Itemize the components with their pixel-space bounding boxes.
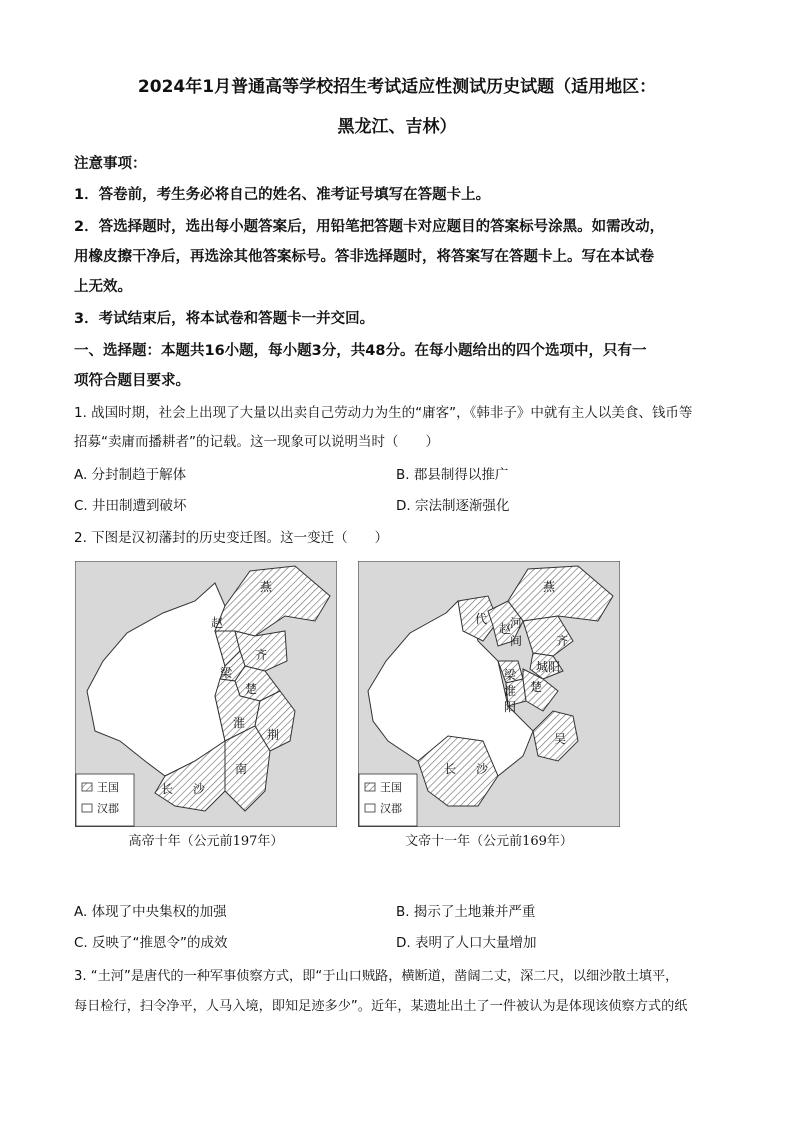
legend-commandery: 汉郡	[380, 802, 402, 815]
map-label: 楚	[530, 680, 543, 694]
map-label: 燕	[543, 580, 556, 594]
notice-item: 1．答卷前，考生务必将自己的姓名、准考证号填写在答题卡上。	[74, 187, 491, 203]
q3-stem-cont: 每日检行，扫令净平，人马入境，即知足迹多少”。近年，某遗址出土了一件被认为是体现该侦察方式的纸	[74, 999, 688, 1014]
legend-swatch-commandery	[82, 804, 92, 812]
map-label: 沙	[476, 762, 489, 776]
q1-option-c[interactable]: C. 井田制遭到破坏	[74, 498, 187, 514]
notice-item: 2．答选择题时，选出每小题答案后，用铅笔把答题卡对应题目的答案标号涂黑。如需改动，	[74, 219, 665, 235]
map-label: 淮	[233, 716, 246, 730]
exam-title-line1: 2024年1月普通高等学校招生考试适应性测试历史试题（适用地区：	[137, 77, 657, 97]
map-label: 齐	[255, 648, 268, 662]
legend-swatch-kingdom	[365, 783, 375, 791]
notice-item: 3．考试结束后，将本试卷和答题卡一并交回。	[74, 311, 375, 327]
map-label: 吴	[554, 732, 567, 746]
map-label: 楚	[245, 682, 258, 696]
map-label: 长	[161, 782, 174, 796]
q2-option-c[interactable]: C. 反映了“推恩令”的成效	[74, 935, 228, 951]
legend-swatch-kingdom	[82, 783, 92, 791]
q2-option-a[interactable]: A. 体现了中央集权的加强	[74, 904, 227, 920]
section-heading: 一、选择题：本题共16小题，每小题3分，共48分。在每小题给出的四个选项中，只有一	[74, 343, 647, 359]
legend-swatch-commandery	[365, 804, 375, 812]
exam-title-line2: 黑龙江、吉林）	[337, 117, 457, 137]
legend-kingdom: 王国	[380, 781, 402, 794]
map-label: 城阳	[536, 660, 561, 674]
map-label: 梁	[220, 666, 233, 680]
map-label: 齐	[556, 634, 569, 648]
map-label: 长	[444, 762, 457, 776]
q3-stem: 3. “土河”是唐代的一种军事侦察方式，即“于山口贼路，横断道，凿阔二丈，深二尺，以细沙散土填平，	[74, 969, 679, 984]
q2-stem: 2. 下图是汉初藩封的历史变迁图。这一变迁（ ）	[74, 530, 389, 546]
notice-item: 上无效。	[74, 279, 132, 295]
map-label: 赵	[211, 616, 224, 630]
map-label: 河	[510, 616, 523, 630]
map-label: 南	[235, 762, 248, 776]
map-right-svg	[358, 561, 620, 827]
q2-option-d[interactable]: D. 表明了人口大量增加	[396, 935, 537, 951]
q1-option-b[interactable]: B. 郡县制得以推广	[396, 467, 509, 483]
map-label: 梁	[504, 668, 517, 682]
map-right-caption: 文帝十一年（公元前169年）	[405, 834, 573, 849]
map-label: 赵	[499, 622, 512, 636]
q1-option-d[interactable]: D. 宗法制逐渐强化	[396, 498, 510, 514]
notice-heading: 注意事项：	[74, 156, 147, 172]
section-heading-cont: 项符合题目要求。	[74, 373, 190, 389]
q1-stem-cont: 招募“卖庸而播耕者”的记载。这一现象可以说明当时（ ）	[74, 434, 439, 450]
legend-commandery: 汉郡	[97, 802, 119, 815]
q2-option-b[interactable]: B. 揭示了土地兼并严重	[396, 904, 536, 920]
notice-item: 用橡皮擦干净后，再选涂其他答案标号。答非选择题时，将答案写在答题卡上。写在本试卷	[74, 249, 654, 265]
map-label: 淮	[504, 684, 517, 698]
map-label: 代	[475, 612, 488, 626]
map-left-svg	[75, 561, 337, 827]
map-left	[75, 561, 337, 827]
map-label: 沙	[193, 782, 206, 796]
map-left-caption: 高帝十年（公元前197年）	[128, 834, 284, 849]
q1-option-a[interactable]: A. 分封制趋于解体	[74, 467, 187, 483]
map-label: 间	[510, 634, 523, 648]
map-label: 阳	[504, 700, 517, 714]
legend-kingdom: 王国	[97, 781, 119, 794]
map-label: 荆	[267, 728, 280, 742]
map-label: 燕	[260, 580, 273, 594]
map-right	[358, 561, 620, 827]
q1-stem: 1. 战国时期，社会上出现了大量以出卖自己劳动力为生的“庸客”，《韩非子》中就有主人以美食、钱币等	[74, 405, 693, 421]
